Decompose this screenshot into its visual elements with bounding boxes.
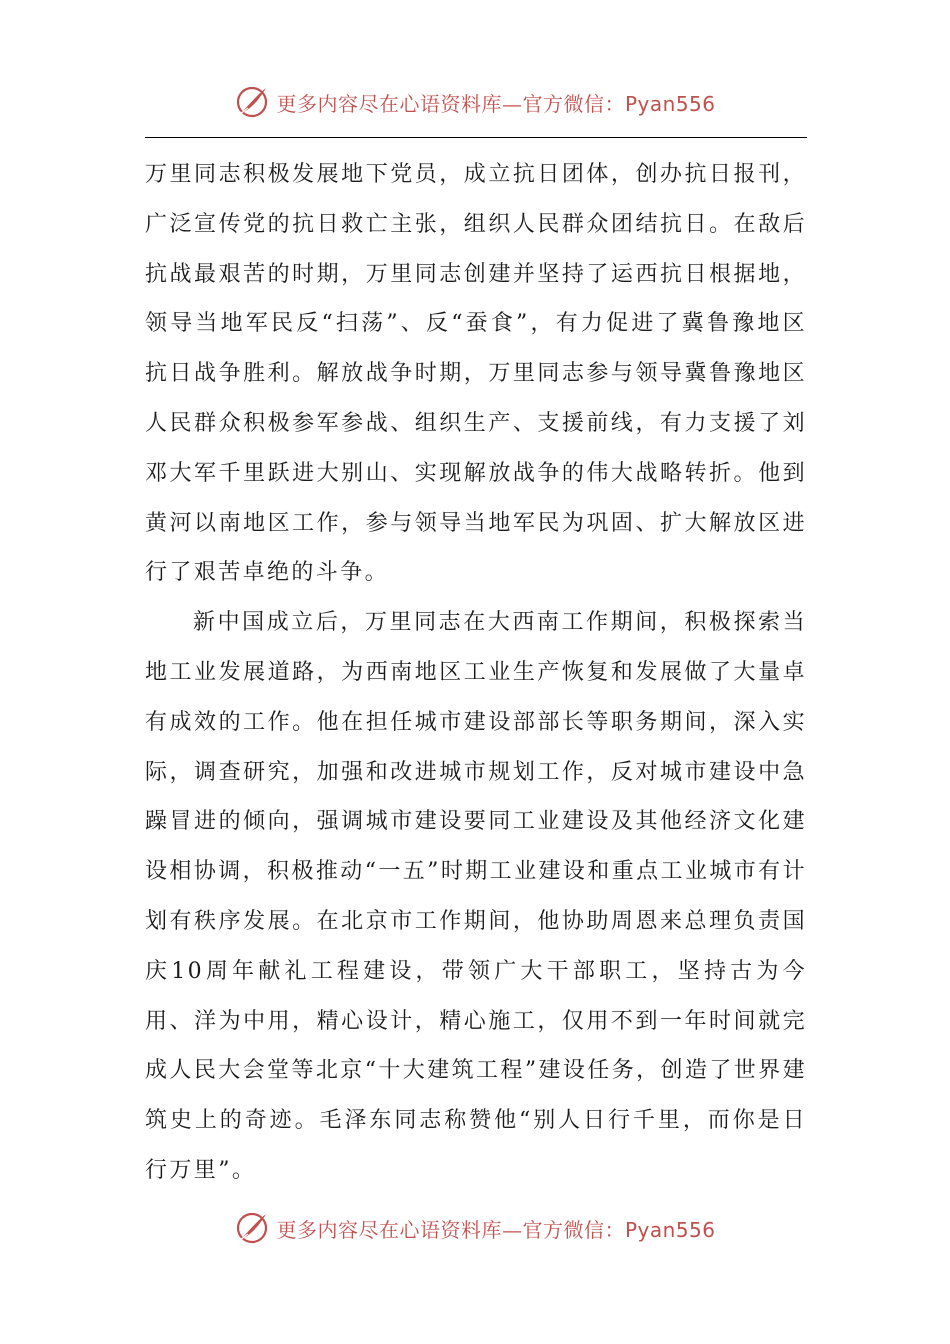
footer-banner-brand: Pyan556: [624, 1217, 716, 1242]
paragraph-2: 新中国成立后，万里同志在大西南工作期间，积极探索当地工业发展道路，为西南地区工业生产恢复和发展做了大量卓有成效的工作。他在担任城市建设部部长等职务期间，深入实际，调查研究，加强和改进城市规划工作，反对城市建设中急躁冒进的倾向，强调城市建设要同工业建设及其他经济文化建设相协调，积极推动“一五”时期工业建设和重点工业城市有计划有秩序发展。在北京市工作期间，他协助周恩来总理负责国庆10周年献礼工程建设，带领广大干部职工，坚持古为今用、洋为中用，精心设计，精心施工，仅用不到一年时间就完成人民大会堂等北京“十大建筑工程”建设任务，创造了世界建筑史上的奇迹。毛泽东同志称赞他“别人日行千里，而你是日行万里”。: [145, 610, 807, 1183]
footer-banner-label: 官方微信：: [522, 1217, 625, 1242]
quill-logo-icon: [234, 84, 270, 120]
header-banner-label: 官方微信：: [522, 91, 625, 116]
document-body: [145, 150, 807, 1196]
header-rule: [145, 137, 807, 138]
header-banner-text: [276, 88, 715, 117]
footer-banner-main: 更多内容尽在心语资料库: [276, 1217, 502, 1242]
header-banner-dash: —: [501, 91, 523, 116]
footer-banner-dash: —: [501, 1217, 523, 1242]
header-banner-main: 更多内容尽在心语资料库: [276, 91, 502, 116]
header-banner-brand: Pyan556: [624, 91, 716, 116]
header-banner: [0, 84, 950, 120]
quill-logo-icon: [234, 1210, 270, 1246]
footer-banner: [0, 1210, 950, 1246]
footer-banner-text: [276, 1214, 715, 1243]
paragraph-1: 万里同志积极发展地下党员，成立抗日团体，创办抗日报刊，广泛宣传党的抗日救亡主张，组织人民群众团结抗日。在敌后抗战最艰苦的时期，万里同志创建并坚持了运西抗日根据地，领导当地军民反“扫荡”、反“蚕食”，有力促进了冀鲁豫地区抗日战争胜利。解放战争时期，万里同志参与领导冀鲁豫地区人民群众积极参军参战、组织生产、支援前线，有力支援了刘邓大军千里跃进大别山、实现解放战争的伟大战略转折。他到黄河以南地区工作，参与领导当地军民为巩固、扩大解放区进行了艰苦卓绝的斗争。: [145, 162, 807, 586]
